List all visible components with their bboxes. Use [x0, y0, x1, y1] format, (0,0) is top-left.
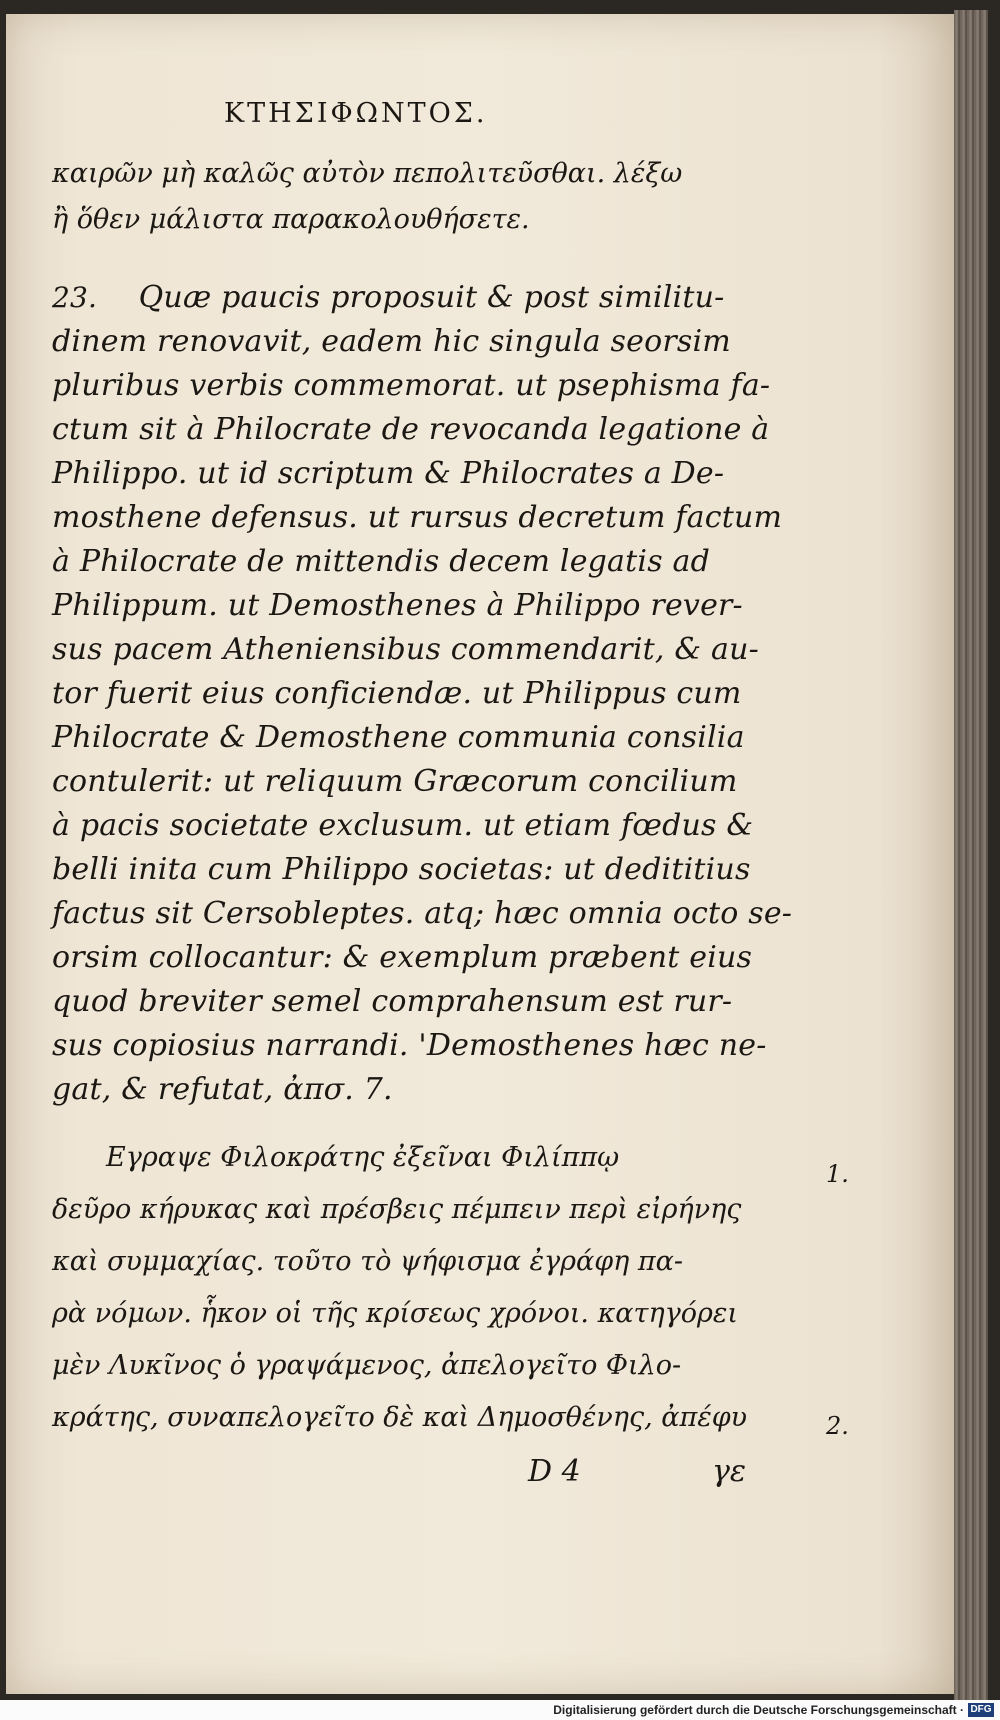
commentary-line: Philocrate & Demosthene communia consilia — [52, 720, 745, 755]
greek-body-line: δεῦρο κήρυκας καὶ πρέσβεις πέμπειν περὶ εἰρήνης — [52, 1194, 742, 1225]
greek-body-line: κράτης, συναπελογεῖτο δὲ καὶ Δημοσθένης, ἀπέφυ — [52, 1402, 748, 1433]
greek-body-line: Εγραψε Φιλοκράτης ἐξεῖναι Φιλίππῳ — [106, 1142, 620, 1173]
greek-body-line: ρὰ νόμων. ἧκον οἱ τῆς κρίσεως χρόνοι. κατηγόρει — [52, 1298, 738, 1329]
greek-top-line: ἢ ὅθεν μάλιστα παρακολουθήσετε. — [52, 204, 530, 235]
paragraph-number: 23. — [52, 281, 98, 314]
running-head: ΚΤΗΣΙΦΩΝΤΟΣ. — [224, 98, 488, 129]
marginal-number: 1. — [826, 1160, 849, 1188]
commentary-line: orsim collocantur: & exemplum præbent eius — [52, 940, 753, 975]
commentary-line: à pacis societate exclusum. ut etiam fœdus & — [52, 808, 754, 843]
commentary-line: pluribus verbis commemorat. ut psephisma fa- — [52, 368, 771, 403]
commentary-line: mosthene defensus. ut rursus decretum factum — [52, 500, 783, 535]
commentary-line: Philippum. ut Demosthenes à Philippo rever- — [52, 588, 743, 623]
commentary-line: ctum sit à Philocrate de revocanda legatione à — [52, 412, 770, 447]
catchword: γε — [712, 1454, 747, 1489]
commentary-line: quod breviter semel comprahensum est rur- — [52, 984, 733, 1019]
dfg-logo: DFG — [968, 1703, 994, 1717]
funding-notice: Digitalisierung gefördert durch die Deutsche Forschungsgemeinschaft · — [553, 1703, 964, 1717]
greek-top-line: καιρῶν μὴ καλῶς αὐτὸν πεπολιτεῦσθαι. λέξω — [52, 158, 683, 189]
greek-body-line: μὲν Λυκῖνος ὁ γραψάμενος, ἀπελογεῖτο Φιλο- — [52, 1350, 682, 1381]
commentary-line: factus sit Cersobleptes. atq; hæc omnia octo se- — [52, 896, 793, 931]
commentary-line: sus copiosius narrandi. 'Demosthenes hæc ne- — [52, 1028, 767, 1063]
commentary-line: tor fuerit eius conficiendæ. ut Philippus cum — [52, 676, 742, 711]
commentary-line: Quæ paucis proposuit & post similitu- — [138, 280, 725, 315]
commentary-first-line — [52, 280, 724, 315]
commentary-line: Philippo. ut id scriptum & Philocrates a De- — [52, 456, 725, 491]
commentary-line: dinem renovavit, eadem hic singula seorsim — [52, 324, 731, 359]
commentary-line: à Philocrate de mittendis decem legatis ad — [52, 544, 711, 579]
greek-body-line: καὶ συμμαχίας. τοῦτο τὸ ψήφισμα ἐγράφη πα- — [52, 1246, 684, 1277]
marginal-number: 2. — [826, 1412, 849, 1440]
signature-mark: D 4 — [528, 1454, 581, 1489]
commentary-line: contulerit: ut reliquum Græcorum concilium — [52, 764, 738, 799]
commentary-line: belli inita cum Philippo societas: ut dedititius — [52, 852, 751, 887]
book-fore-edge — [954, 10, 988, 1700]
commentary-line: gat, & refutat, ἀπσ. 7. — [52, 1072, 393, 1107]
commentary-line: sus pacem Atheniensibus commendarit, & au- — [52, 632, 759, 667]
